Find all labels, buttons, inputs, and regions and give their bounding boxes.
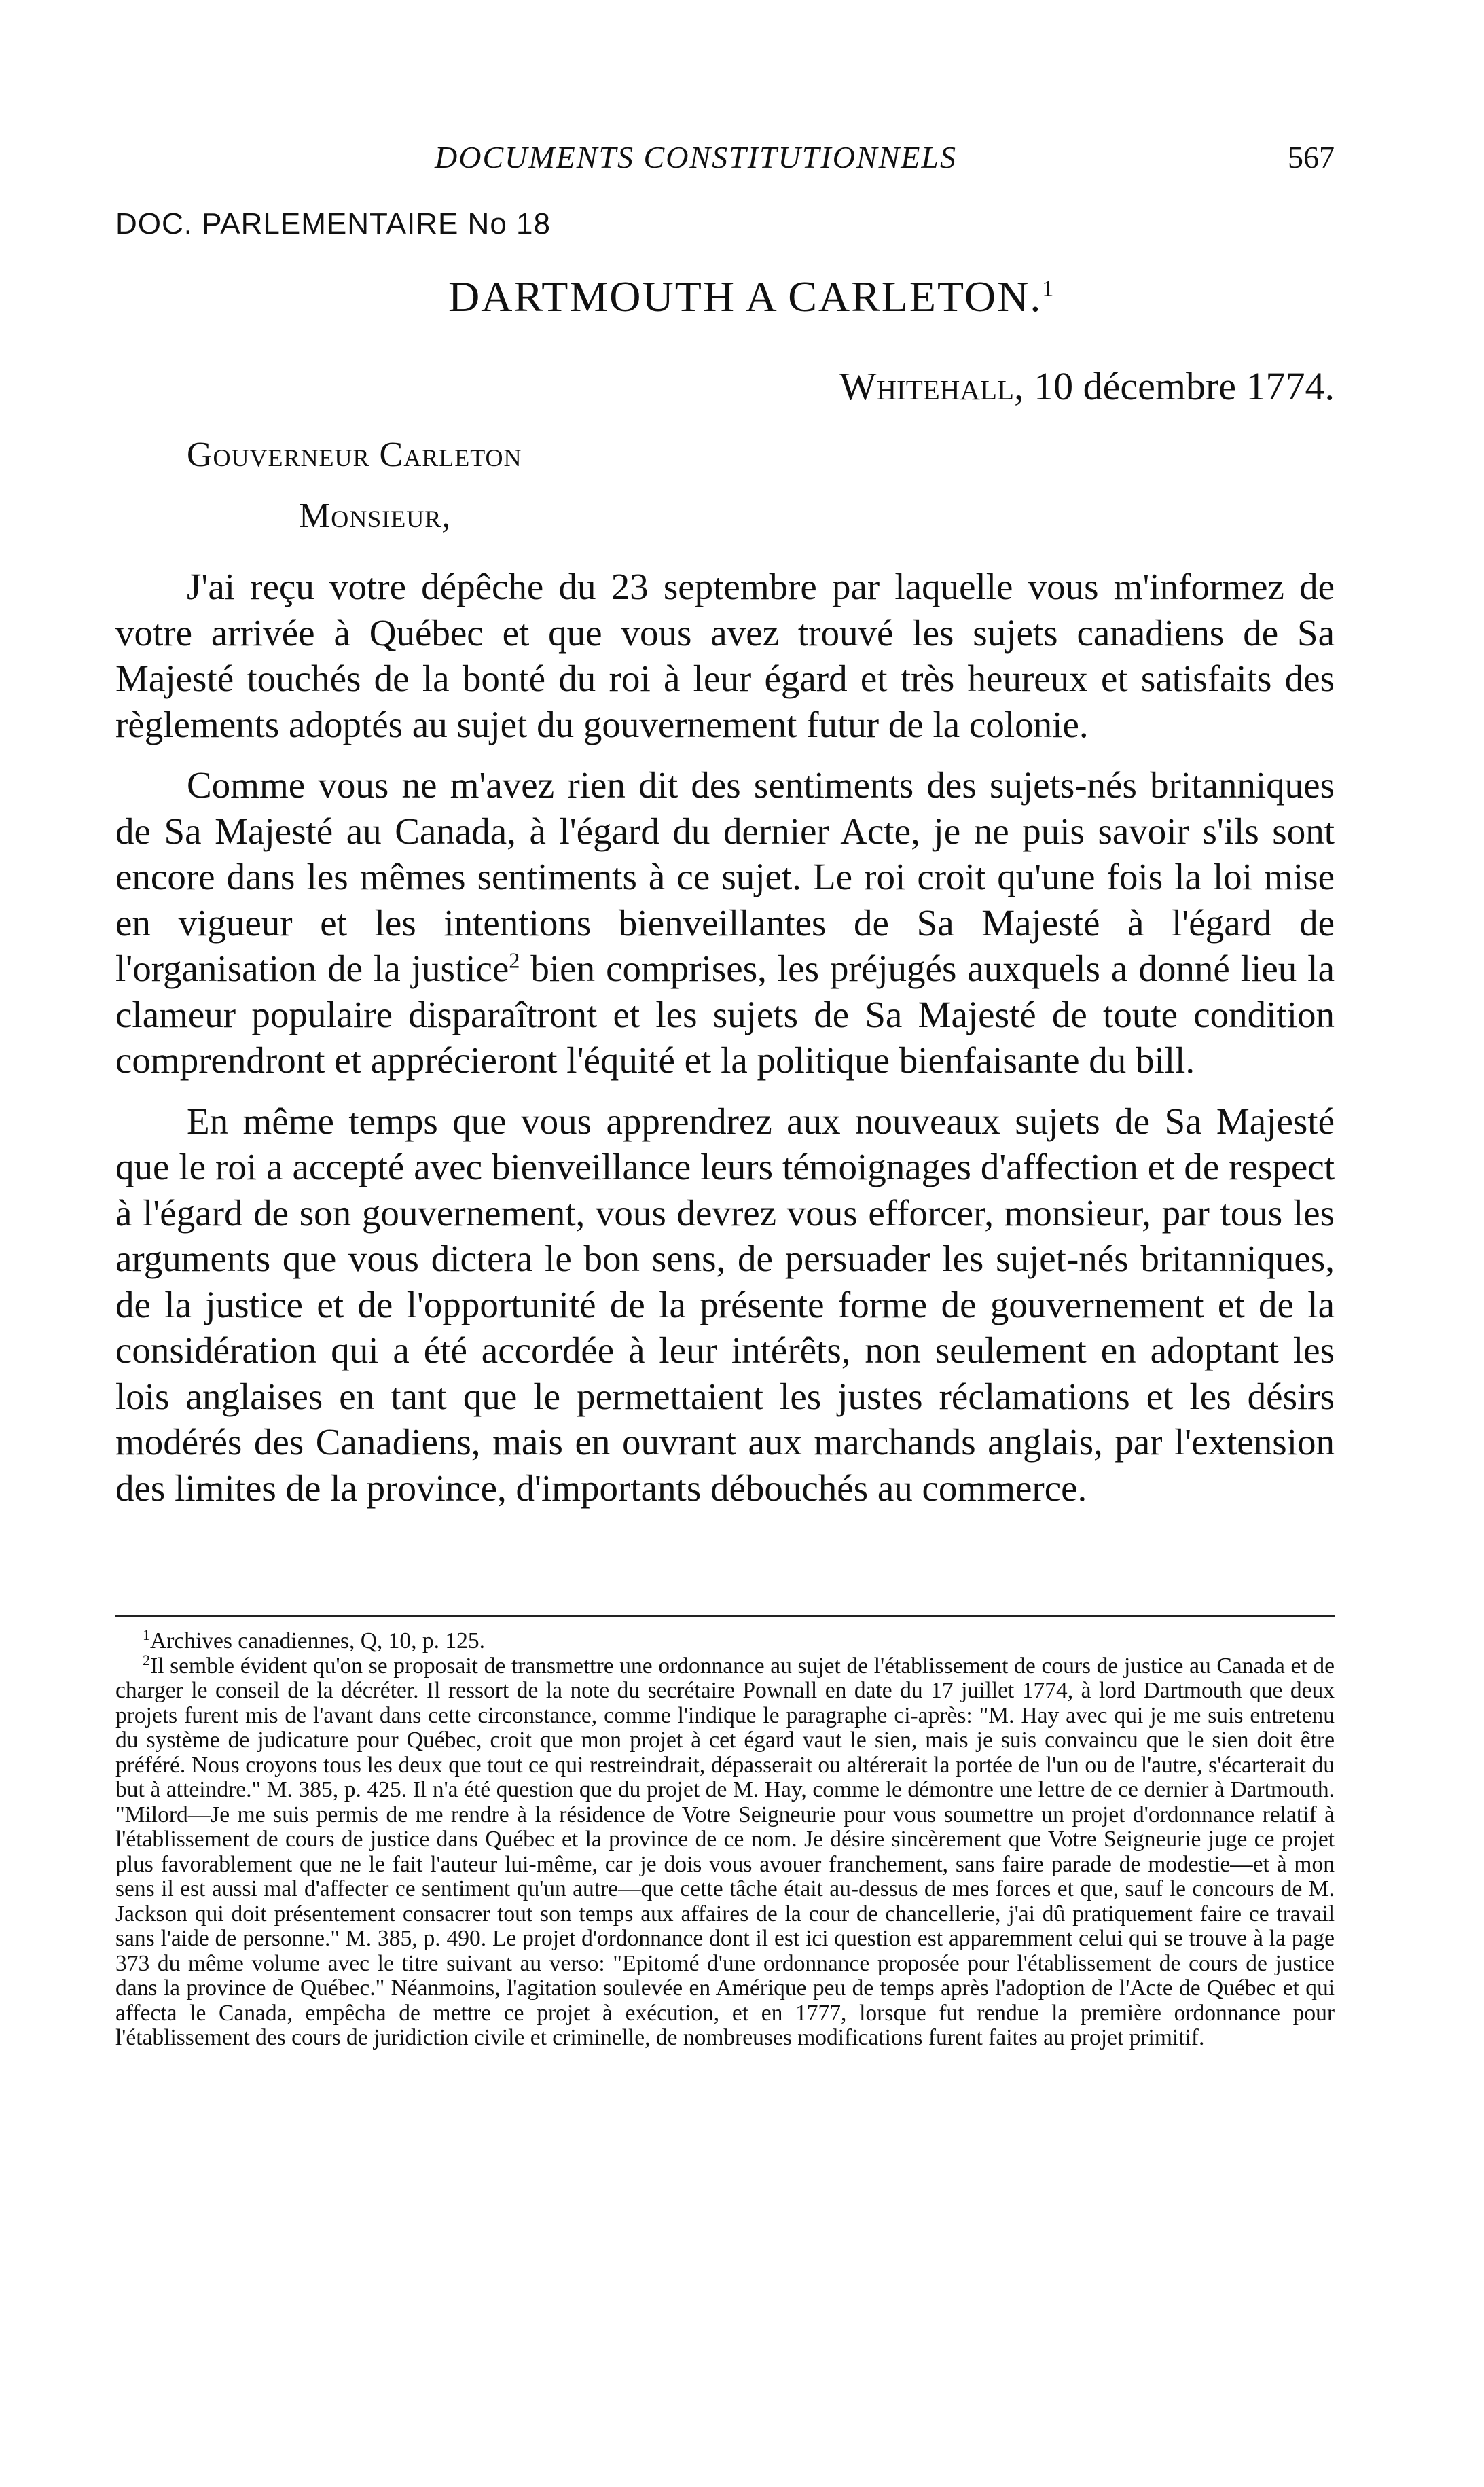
footnote-1-text: Archives canadiennes, Q, 10, p. 125. (150, 1628, 486, 1653)
document-label: DOC. PARLEMENTAIRE No 18 (115, 207, 551, 240)
footnote-2-text: Il semble évident qu'on se proposait de transmettre une ordonnance au sujet de l'établissement de cours de justice au Canada et de charger le conseil de la décréter. Il ressort de la note du secrétaire Pownall en date du 17 juillet 1774, à lord Dartmouth que deux projets furent mis de l'avant dans cette circonstance, comme l'indique le paragraphe ci-après: "M. Hay avec qui je me suis entretenu du système de judicature pour Québec, croit que mon projet à cet égard vaut le sien, mais je suis convaincu que le sien doit être préféré. Nous croyons tous les deux que tout ce qui restreindrait, dépasserait ou altérerait la portée de l'un ou de l'autre, s'écarterait du but à atteindre." M. 385, p. 425. Il n'a été question que du projet de M. Hay, comme le démontre une lettre de ce dernier à Dartmouth. "Milord—Je me suis permis de me rendre à la résidence de Votre Seigneurie pour vous soumettre un projet d'ordonnance relatif à l'établissement de cours de justice dans Québec et la province de ce nom. Je désire sincèrement que Votre Seigneurie juge ce projet plus favorablement que ne le fait l'auteur lui-même, car je dois vous avouer franchement, sans faire parade de modestie—et à mon sens il est aussi mal d'affecter ce sentiment qu'un autre—que cette tâche était au-dessus de mes forces et que, sauf le concours de M. Jackson qui doit présentement consacrer tout son temps aux affaires de la cour de chancellerie, j'ai dû pratiquement faire ce travail sans l'aide de personne." M. 385, p. 490. Le projet d'ordonnance dont il est ici question est apparemment celui qui se trouve à la page 373 du même volume avec le titre suivant au verso: "Epitomé d'une ordonnance proposée pour l'établissement de cours de justice dans la province de Québec." Néanmoins, l'agitation soulevée en Amérique peu de temps après l'adoption de l'Acte de Québec et qui affecta le Canada, empêcha de mettre ce projet à exécution, et en 1777, lorsque fut rendue la première ordonnance pour l'établissement des cours de juridiction civile et criminelle, de nombreuses modifications furent faites au projet primitif. (115, 1653, 1335, 2050)
paragraph-2-part-2: bien comprises, les préjugés auxquels a donné lieu la clameur populaire disparaîtront et les sujets de Sa Majesté de toute condition comprendront et apprécieront l'équité et la politique bienfaisante du bill. (115, 948, 1335, 1081)
paragraph-1: J'ai reçu votre dépêche du 23 septembre par laquelle vous m'informez de votre arrivée à Québec et que vous avez trouvé les sujets canadiens de Sa Majesté touchés de la bonté du roi à leur égard et très heureux et satisfaits des règlements adoptés au sujet du gouvernement futur de la colonie. (115, 566, 1335, 745)
letter-title-text: DARTMOUTH A CARLETON. (448, 272, 1043, 321)
footnote-1 (115, 1626, 1335, 1654)
footnotes (115, 1626, 1335, 2051)
dateline (839, 363, 1335, 409)
footnote-divider (115, 1615, 1335, 1617)
letter-body (115, 564, 1335, 1526)
paragraph-3: En même temps que vous apprendrez aux nouveaux sujets de Sa Majesté que le roi a accepté avec bienveillance leurs témoignages d'affection et de respect à l'égard de son gouvernement, vous devrez vous efforcer, monsieur, par tous les arguments que vous dictera le bon sens, de persuader les sujet-nés britanniques, de la justice et de l'opportunité de la présente forme de gouvernement et de la considération qui a été accordée à leur intérêts, non seulement en adoptant les lois anglaises en tant que le permettaient les justes réclamations et les désirs modérés des Canadiens, mais en ouvrant aux marchands anglais, par l'extension des limites de la province, d'importants débouchés au commerce. (115, 1100, 1335, 1509)
dateline-place: Whitehall, (839, 364, 1024, 408)
addressee: Gouverneur Carleton (187, 435, 522, 474)
running-title: DOCUMENTS CONSTITUTIONNELS (435, 140, 957, 175)
paragraph-2-part-1: Comme vous ne m'avez rien dit des sentiments des sujets-nés britanniques de Sa Majesté au Canada, à l'égard du dernier Acte, je ne puis savoir s'ils sont encore dans les mêmes sentiments à ce sujet. Le roi croit qu'une fois la loi mise en vigueur et les intentions bienveillantes de Sa Majesté à l'égard de l'organisation de la justice (115, 764, 1335, 989)
footnote-ref-2: 2 (509, 948, 520, 973)
footnote-1-mark: 1 (143, 1626, 150, 1643)
footnote-ref-1: 1 (1042, 276, 1055, 302)
page-number: 567 (1288, 140, 1335, 175)
paragraph-2 (115, 762, 1335, 1084)
dateline-date: 10 décembre 1774. (1034, 364, 1335, 408)
footnote-2-mark: 2 (143, 1651, 150, 1668)
letter-title (448, 272, 1055, 322)
salutation: Monsieur, (299, 497, 452, 535)
footnote-2 (115, 1651, 1335, 2051)
